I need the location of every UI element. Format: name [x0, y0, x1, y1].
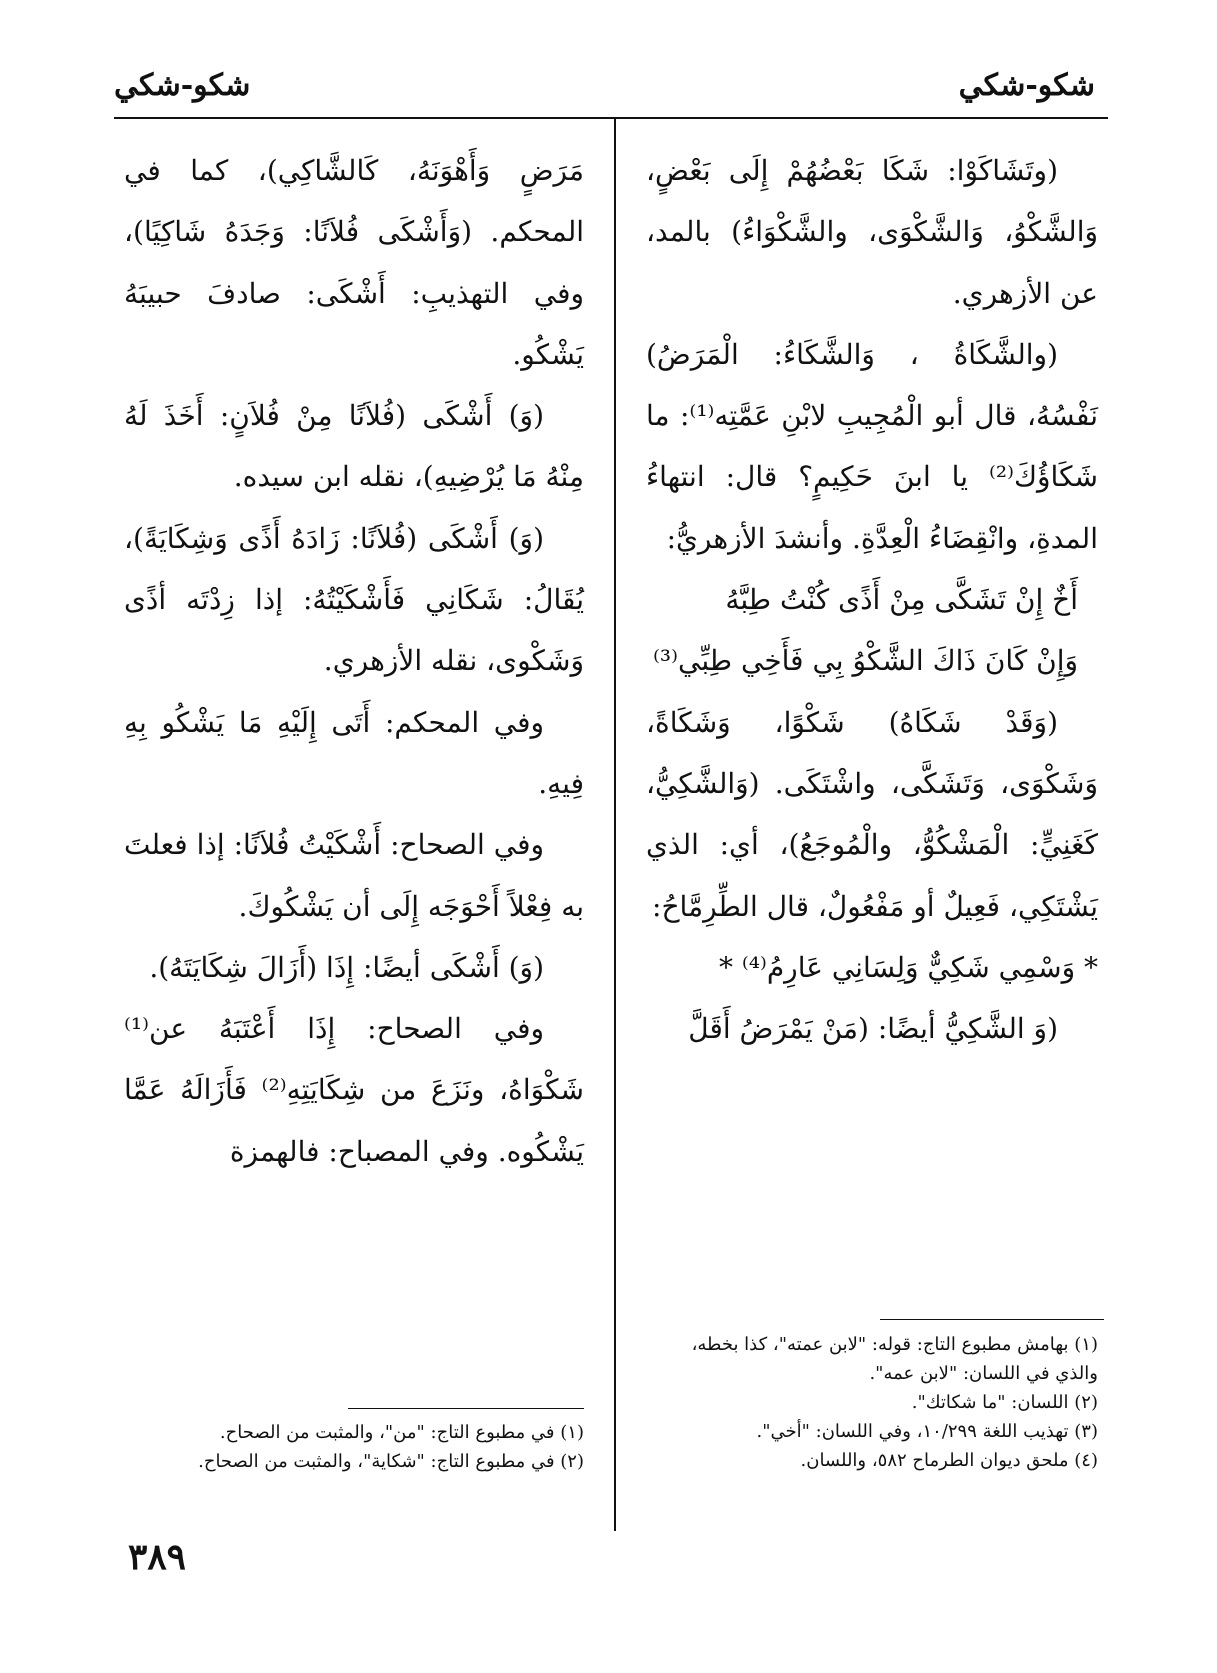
paragraph: (وَقَدْ شَكَاهُ) شَكْوًا، وَشَكَاةً، وَشَكْوَى، وَتَشَكَّى، واشْتَكَى. (وَالشَّكِيُّ، كَغَنِيٍّ: الْمَشْكُوُّ، والْمُوجَعُ)، أي: الذي يَشْتَكِي، فَعِيلٌ أو مَفْعُولٌ، قال الطِّرِمَّاحُ:: [646, 705, 1098, 923]
paragraph: (وَ) أَشْكَى أيضًا: إِذَا (أَزَالَ شِكَايَتَهُ).: [149, 950, 544, 984]
footnote: (٢) اللسان: "ما شكاتك".: [911, 1392, 1098, 1413]
paragraph: (والشَّكَاةُ ، وَالشَّكَاءُ: الْمَرَضُ) نَفْسُهُ، قال أبو الْمُجِيبِ لابْنِ عَمَّتِه⁽¹⁾: ما شَكَاؤُكَ⁽²⁾ يا ابنَ حَكِيمٍ؟ قال: انتهاءُ المدةِ، وانْقِضَاءُ الْعِدَّةِ. وأنشدَ الأزهريُّ:: [646, 337, 1098, 555]
header-rule: [114, 117, 1108, 119]
footnote: (٤) ملحق ديوان الطرماح ٥٨٢، واللسان.: [800, 1450, 1098, 1471]
paragraph: (وَ) أَشْكَى (فُلاَنًا مِنْ فُلاَنٍ: أَخَذَ لَهُ مِنْهُ مَا يُرْضِيهِ)، نقله ابن سيده.: [124, 399, 584, 494]
footnotes-left: [124, 1418, 584, 1476]
verse-line: * وَسْمِي شَكِيٌّ وَلِسَانِي عَارِمُ⁽⁴⁾ *: [718, 950, 1098, 984]
paragraph: مَرَضٍ وَأَهْوَنَهُ، كَالشَّاكِي)، كما في المحكم. (وَأَشْكَى فُلاَنًا: وَجَدَهُ شَاكِيًا)، وفي التهذيبِ: أَشْكَى: صادفَ حبيبَهُ يَشْكُو.: [124, 154, 584, 371]
paragraph: (وتَشَاكَوْا: شَكَا بَعْضُهُمْ إِلَى بَعْضٍ، وَالشَّكْوُ، وَالشَّكْوَى، والشَّكْوَاءُ) بالمد، عن الأزهري.: [646, 154, 1098, 310]
footnotes-right: [646, 1330, 1098, 1475]
header-title-right: شكو-شكي: [958, 68, 1095, 103]
paragraph: وفي الصحاح: إِذَا أَعْتَبَهُ عن⁽¹⁾ شَكْوَاهُ، ونَزَعَ من شِكَايَتِهِ⁽²⁾ فَأَزَالَهُ عَمَّا يَشْكُوه. وفي المصباح: فالهمزة: [124, 1012, 584, 1168]
paragraph: (وَ) أَشْكَى (فُلاَنًا: زَادَهُ أَذًى وَشِكَايَةً)، يُقَالُ: شَكَانِي فَأَشْكَيْتُهُ: إذا زِدْتَه أذًى وَشَكْوى، نقله الأزهري.: [124, 521, 584, 678]
verse-line: أَخٌ إِنْ تَشَكَّى مِنْ أَذًى كُنْتُ طِبَّهُ: [725, 583, 1078, 617]
footnote: (١) في مطبوع التاج: "من"، والمثبت من الصحاح.: [219, 1422, 584, 1443]
paragraph: وفي المحكم: أَتَى إِلَيْهِ مَا يَشْكُو بِهِ فِيهِ.: [124, 705, 584, 800]
page-number: ٣٨٩: [128, 1536, 187, 1578]
paragraph: وفي الصحاح: أَشْكَيْتُ فُلاَنًا: إذا فعلتَ به فِعْلاً أَحْوَجَه إِلَى أن يَشْكُوكَ.: [124, 828, 584, 923]
footnote: (٣) تهذيب اللغة ١٠/٢٩٩، وفي اللسان: "أخي".: [756, 1421, 1098, 1442]
footnote: (١) بهامش مطبوع التاج: قوله: "لابن عمته"، كذا بخطه، والذي في اللسان: "لابن عمه".: [691, 1334, 1098, 1384]
right-column: [646, 140, 1098, 1059]
verse-line: وَإِنْ كَانَ ذَاكَ الشَّكْوُ بِي فَأَخِي طِبِّي⁽³⁾: [653, 644, 1078, 678]
footnote: (٢) في مطبوع التاج: "شكاية"، والمثبت من الصحاح.: [198, 1451, 584, 1472]
column-divider: [614, 119, 616, 1531]
footnote-rule-left: [348, 1408, 584, 1409]
footnote-rule-right: [880, 1319, 1104, 1320]
paragraph: (وَ الشَّكِيُّ أيضًا: (مَنْ يَمْرَضُ أَقَلَّ: [688, 1012, 1058, 1046]
left-column: [124, 140, 584, 1182]
header-title-left: شكو-شكي: [114, 68, 251, 103]
